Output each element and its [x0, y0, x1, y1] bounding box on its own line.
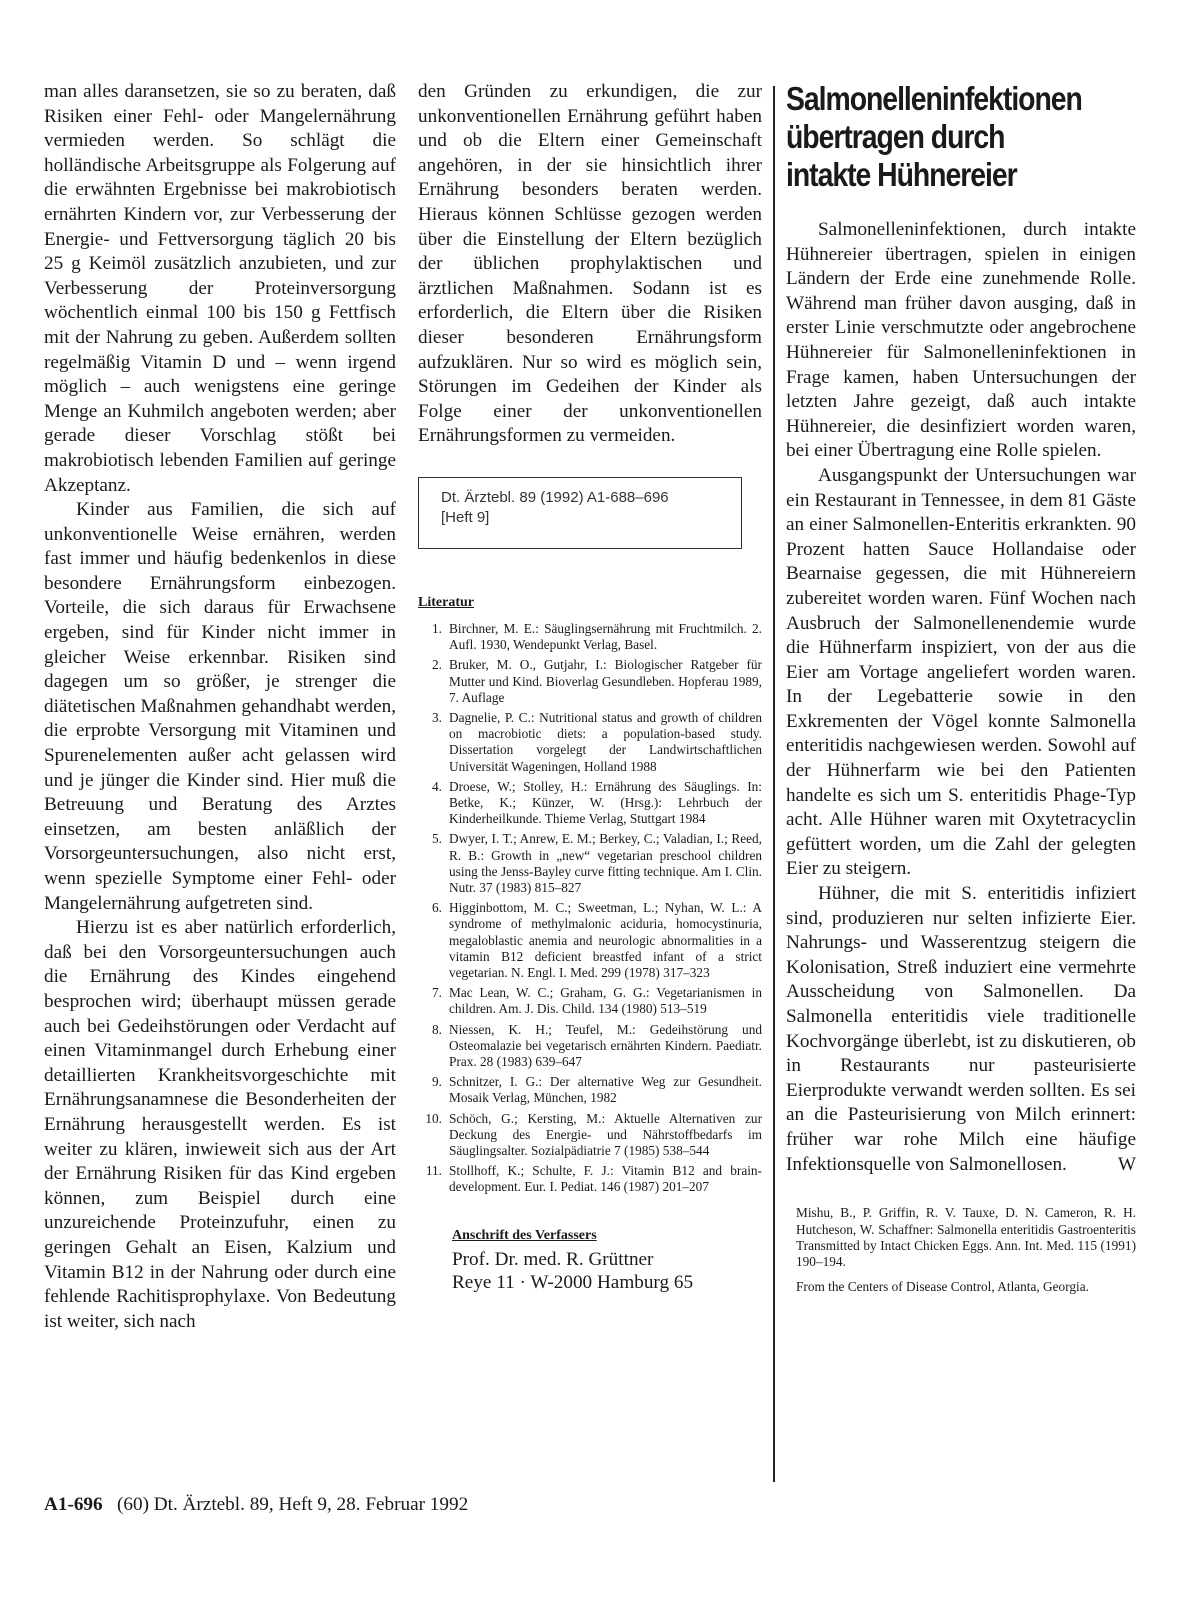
column-1	[44, 80, 396, 1334]
col3-paragraph-3-text: Hühner, die mit S. enteritidis infiziert sind, produzieren nur selten infizierte Eier. Nahrungs- und Wasserentzug steigern die Kolonisation, Streß induziert eine vermehrte Ausscheidung von Salmonellen. Da Salmonella enteritidis viele traditionelle Kochvorgänge überlebt, ist zu diskutieren, ob in Restaurants nur pasteurisierte Eierprodukte verwandt werden sollten. Es sei an die Pasteurisierung von Milch erinnert: früher war rohe Milch eine häufige Infektionsquelle von Salmonellosen.	[786, 883, 1136, 1175]
citation-box	[418, 477, 742, 549]
page-footer	[44, 1494, 468, 1516]
reference-item: 5. Dwyer, I. T.; Anrew, E. M.; Berkey, C.; Valadian, I.; Reed, R. B.: Growth in „new“ vegetarian preschool children using the Jenss-Bayley curve fitting technique. Am I. Clin. Nutr. 37 (1983) 815–827	[432, 831, 762, 895]
reference-item: 9. Schnitzer, I. G.: Der alternative Weg zur Gesundheit. Mosaik Verlag, München, 1982	[432, 1074, 762, 1106]
reference-item: 8. Niessen, K. H.; Teufel, M.: Gedeihstörung und Osteomalazie bei vegetarisch ernährten Kindern. Paediatr. Prax. 28 (1983) 639–647	[432, 1021, 762, 1069]
reference-item: 4. Droese, W.; Stolley, H.: Ernährung des Säuglings. In: Betke, K.; Künzer, W. (Hrsg.): Lehrbuch der Kinderheilkunde. Thieme Verlag, Stuttgart 1984	[432, 778, 762, 827]
address-line-1: Prof. Dr. med. R. Grüttner	[452, 1248, 654, 1270]
col2-paragraph: den Gründen zu erkundigen, die zur unkonventionellen Ernährung geführt haben und ob die Eltern einer Gemeinschaft angehören, in der sie hinsichtlich ihrer Ernährung besonders beraten werden. Hieraus können Schlüsse gezogen werden über die Einstellung der Eltern bezüglich der üblichen prophylaktischen und ärztlichen Maßnahmen. Sodann ist es erforderlich, die Eltern über die Risiken dieser besonderen Ernährungsform aufzuklären. Nur so wird es möglich sein, Störungen im Gedeihen der Kinder als Folge einer der unkonventionellen Ernährungsformen zu vermeiden.	[418, 81, 762, 447]
reference-item: 1. Birchner, M. E.: Säuglingsernährung mit Fruchtmilch. 2. Aufl. 1930, Wendepunkt Verlag, Basel.	[432, 620, 762, 653]
reference-item: 2. Bruker, M. O., Gutjahr, I.: Biologischer Ratgeber für Mutter und Kind. Bioverlag Gesundleben. Hopferau 1989, 7. Auflage	[432, 657, 762, 705]
headline-line-1: Salmonelleninfektionen	[786, 80, 1082, 117]
footer-text: (60) Dt. Ärztebl. 89, Heft 9, 28. Februar 1992	[117, 1494, 469, 1515]
col3-paragraph-3	[786, 882, 1136, 1177]
source-citation: Mishu, B., P. Griffin, R. V. Tauxe, D. N. Cameron, R. H. Hutcheson, W. Schaffner: Salmonella enteritidis Gastroenteritis Transmitted by Intact Chicken Eggs. Ann. Int. Med. 115 (1991) 190–194.	[796, 1205, 1136, 1270]
headline-line-2: übertragen durch	[786, 118, 1005, 155]
citation-line-1: Dt. Ärztebl. 89 (1992) A1-688–696	[441, 488, 669, 506]
column-divider	[773, 86, 775, 1482]
col3-paragraph-1: Salmonelleninfektionen, durch intakte Hühnereier übertragen, spielen in einigen Ländern der Erde eine zunehmende Rolle. Während man früher davon ausging, daß in erster Linie verschmutzte oder angebrochene Hühnereier für Salmonelleninfektionen in Frage kamen, haben Untersuchungen der letzten Jahre gezeigt, daß auch intakte Hühnereier, die desinfiziert worden waren, bei einer Übertragung eine Rolle spielen.	[786, 219, 1136, 462]
article-headline	[786, 80, 1147, 194]
address-line-2: Reye 11 · W-2000 Hamburg 65	[452, 1271, 694, 1293]
reference-item: 10. Schöch, G.; Kersting, M.: Aktuelle Alternativen zur Deckung des Energie- und Nährstoffbedarfs im Säuglingsalter. Sozialpädiatrie 7 (1985) 538–544	[425, 1110, 762, 1158]
reference-item: 7. Mac Lean, W. C.; Graham, G. G.: Vegetarianismen in children. Am. J. Dis. Child. 134 (1980) 513–519	[432, 985, 762, 1017]
source-note: From the Centers of Disease Control, Atlanta, Georgia.	[796, 1278, 1089, 1294]
col1-paragraph-1: man alles daransetzen, sie so zu beraten, daß Risiken einer Fehl- oder Mangelernährung vermieden werden. So schlägt die holländische Arbeitsgruppe als Folgerung auf die erwähnten Ergebnisse bei makrobiotisch ernährten Kindern vor, zur Verbesserung der Energie- und Fettversorgung täglich 20 bis 25 g Keimöl zusätzlich anzubieten, und zur Verbesserung der Proteinversorgung wöchentlich einmal 100 bis 150 g Fettfisch mit der Nahrung zu geben. Außerdem sollten regelmäßig Vitamin D und – wenn irgend möglich – auch wenigstens eine geringe Menge an Kuhmilch angeboten werden; aber gerade dieser Vorschlag stößt bei makrobiotisch lebenden Familien auf geringe Akzeptanz.	[44, 81, 396, 496]
literature-heading: Literatur	[418, 594, 474, 610]
headline-line-3: intakte Hühnereier	[786, 156, 1017, 193]
reference-item: 3. Dagnelie, P. C.: Nutritional status and growth of children on macrobiotic diets: a population-based study. Dissertation vorgelegt der Landwirtschaftlichen Universität Wageningen, Holland 1988	[432, 709, 762, 774]
column-3	[786, 80, 1136, 1295]
col3-paragraph-2: Ausgangspunkt der Untersuchungen war ein Restaurant in Tennessee, in dem 81 Gäste an einer Salmonellen-Enteritis erkrankten. 90 Prozent hatten Sauce Hollandaise oder Bearnaise gegessen, die mit Hühnereiern zubereitet worden waren. Fünf Wochen nach Ausbruch der Salmonellenendemie wurde die Hühnerfarm inspiziert, von der aus die Eier am Vortage angeliefert worden waren. In der Legebatterie sowie in den Exkrementen der Vögel konnte Salmonella enteritidis nachgewiesen werden. Sowohl auf der Hühnerfarm wie bei den Patienten handelte es sich um S. enteritidis Phage-Typ acht. Alle Hühner waren mit Oxytetracyclin gefüttert worden, um die Zahl der gelegten Eier zu steigern.	[786, 464, 1136, 880]
citation-line-2: [Heft 9]	[441, 508, 490, 526]
col1-paragraph-2: Kinder aus Familien, die sich auf unkonventionelle Weise ernähren, werden fast immer und häufig bedenkenlos in diese besondere Ernährungsform einbezogen. Vorteile, die sich daraus für Erwachsene ergeben, sind für Kinder nicht immer in gleicher Weise erkennbar. Risiken sind dagegen um so größer, je strenger die diätetischen Maßnahmen gehandhabt werden, die erprobte Versorgung mit Vitaminen und Spurenelementen außer acht gelassen wird und je jünger die Kinder sind. Hier muß die Betreuung und Beratung des Arztes einsetzen, am besten anläßlich der Vorsorgeuntersuchungen, also nicht erst, wenn spezielle Symptome einer Fehl- oder Mangelernährung aufgetreten sind.	[44, 499, 396, 914]
reference-list	[418, 621, 762, 1196]
author-address	[452, 1248, 762, 1294]
column-2	[418, 80, 762, 1294]
reference-item: 6. Higginbottom, M. C.; Sweetman, L.; Nyhan, W. L.: A syndrome of methylmalonic aciduria, homocystinuria, megaloblastic anemia and neurologic abnormalities in a vitamin B12 deficient breastfed infant of a strict vegetarian. N. Engl. I. Med. 299 (1978) 317–323	[432, 900, 762, 980]
address-heading: Anschrift des Verfassers	[452, 1227, 597, 1243]
footer-page-ref: A1-696	[44, 1494, 103, 1515]
reference-item: 11. Stollhoff, K.; Schulte, F. J.: Vitamin B12 and brain-development. Eur. I. Pediat. 146 (1987) 201–207	[425, 1163, 762, 1195]
col1-paragraph-3: Hierzu ist es aber natürlich erforderlich, daß bei den Vorsorgeuntersuchungen auch die Ernährung des Kindes eingehend besprochen wird; überhaupt müssen gerade auch bei Gedeihstörungen oder Verdacht auf einen Vitaminmangel durch Erhebung einer detaillierten Krankheitsvorgeschichte mit Ernährungsanamnese die Besonderheiten der Ernährung herausgestellt werden. Es ist weiter zu klären, inwieweit sich aus der Art der Ernährung Risiken für das Kind ergeben können, zum Beispiel durch eine unzureichende Proteinzufuhr, einen zu geringen Gehalt an Eisen, Kalzium und Vitamin B12 in der Nahrung oder durch eine fehlende Rachitisprophylaxe. Von Bedeutung ist weiter, sich nach	[44, 917, 396, 1332]
author-signature: W	[1117, 1153, 1136, 1175]
